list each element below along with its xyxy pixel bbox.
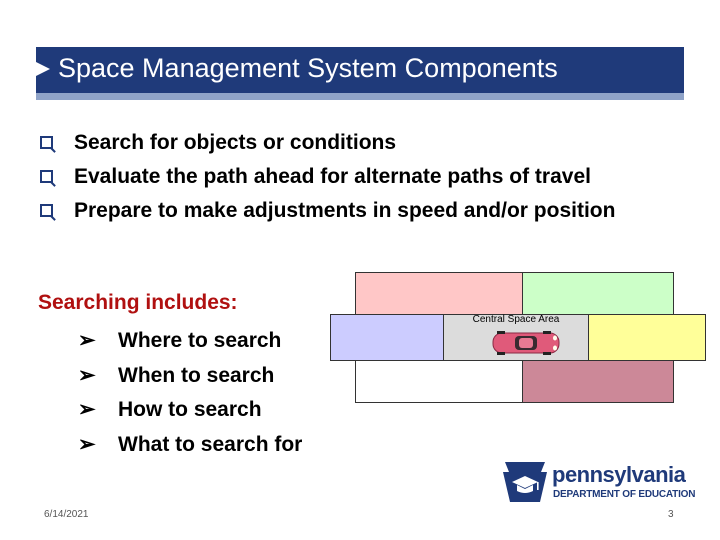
bullet-text: Evaluate the path ahead for alternate paths of travel — [74, 165, 591, 188]
front-left-zone — [355, 272, 523, 315]
searching-item-text: When to search — [118, 363, 275, 387]
slide-title: Space Management System Components — [58, 53, 558, 83]
title-arrow-icon — [36, 62, 50, 76]
arrow-bullet-icon: ➢ — [78, 329, 96, 352]
bullet-text: Prepare to make adjustments in speed and/or position — [74, 199, 616, 222]
searching-item — [78, 324, 302, 359]
searching-item-text: Where to search — [118, 329, 282, 352]
searching-item-text: How to search — [118, 398, 262, 421]
page-number: 3 — [668, 509, 674, 520]
pa-keystone-logo-icon — [500, 460, 550, 504]
logo-department: DEPARTMENT OF EDUCATION — [553, 489, 696, 500]
bullet-item — [40, 126, 680, 160]
searching-item — [78, 393, 302, 428]
rear-right-zone — [522, 360, 674, 403]
checkbox-bullet-icon — [40, 170, 53, 183]
left-zone — [330, 314, 444, 361]
arrow-bullet-icon: ➢ — [78, 363, 96, 387]
checkbox-bullet-icon — [40, 204, 53, 217]
title-underline — [36, 93, 684, 100]
checkbox-bullet-icon — [40, 136, 53, 149]
right-zone — [588, 314, 706, 361]
central-space-label: Central Space Area — [472, 314, 560, 325]
bullet-list — [40, 126, 680, 228]
searching-list — [78, 324, 302, 462]
searching-item — [78, 359, 302, 394]
rear-left-zone — [355, 360, 523, 403]
bullet-item — [40, 194, 680, 228]
car-icon — [491, 329, 561, 357]
front-right-zone — [522, 272, 674, 315]
arrow-bullet-icon: ➢ — [78, 432, 96, 456]
bullet-text: Search for objects or conditions — [74, 131, 397, 154]
arrow-bullet-icon: ➢ — [78, 398, 96, 421]
searching-item-text: What to search for — [118, 432, 303, 456]
searching-item — [78, 428, 302, 463]
searching-heading: Searching includes: — [38, 291, 238, 314]
logo-name: pennsylvania — [552, 462, 686, 487]
footer-date: 6/14/2021 — [44, 509, 89, 520]
bullet-item — [40, 160, 680, 194]
